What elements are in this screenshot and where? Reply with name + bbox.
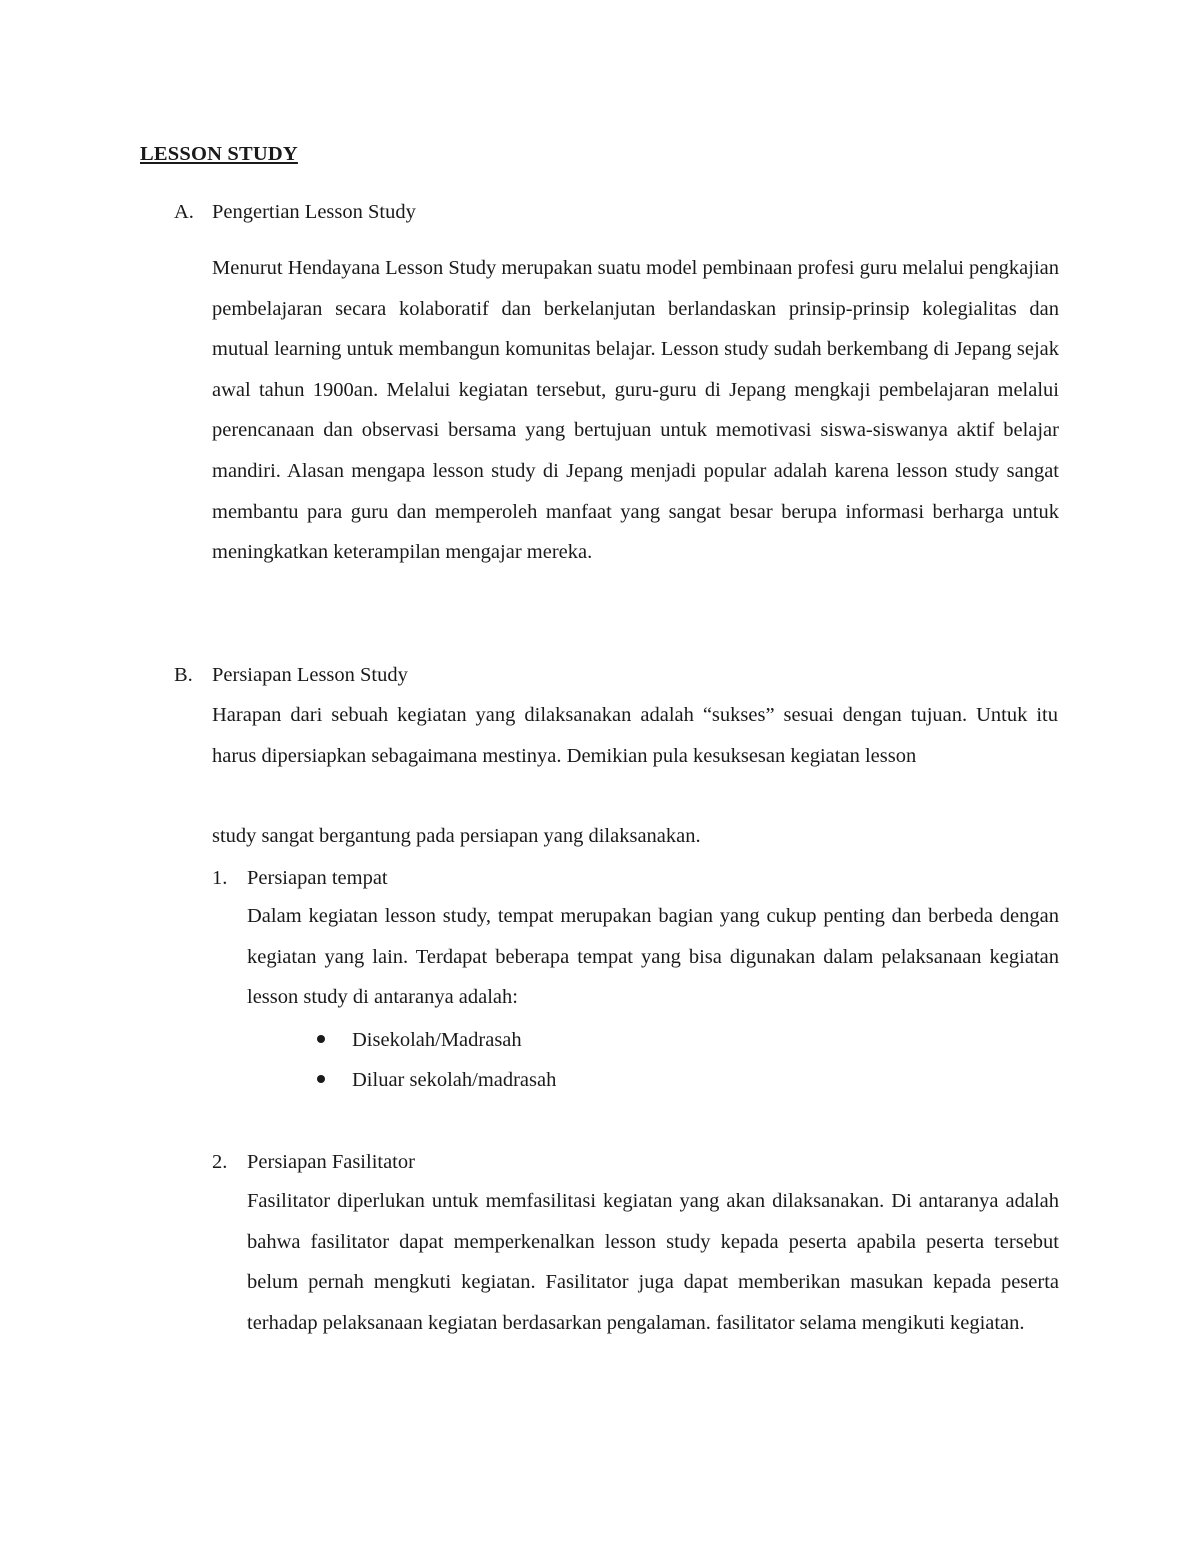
section-b-intro-continuation: study sangat bergantung pada persiapan yang dilaksanakan.: [212, 825, 701, 847]
section-b-heading: Persiapan Lesson Study: [212, 664, 408, 686]
bullet-item: Diluar sekolah/madrasah: [352, 1069, 557, 1091]
item-1-paragraph: Dalam kegiatan lesson study, tempat merupakan bagian yang cukup penting dan berbeda dengan kegiatan yang lain. Terdapat beberapa tempat yang bisa digunakan dalam pelaksanaan kegiatan lesson study di antaranya adalah:: [247, 905, 1059, 1009]
section-a-paragraph: Menurut Hendayana Lesson Study merupakan suatu model pembinaan profesi guru melalui pengkajian pembelajaran secara kolaboratif dan berkelanjutan berlandaskan prinsip-prinsip kolegialitas dan mutual learning untuk membangun komunitas belajar. Lesson study sudah berkembang di Jepang sejak awal tahun 1900an. Melalui kegiatan tersebut, guru-guru di Jepang mengkaji pembelajaran melalui perencanaan dan observasi bersama yang bertujuan untuk memotivasi siswa-siswanya aktif belajar mandiri. Alasan mengapa lesson study di Jepang menjadi popular adalah karena lesson study sangat membantu para guru dan memperoleh manfaat yang sangat besar berupa informasi berharga untuk meningkatkan keterampilan mengajar mereka.: [212, 257, 1059, 564]
item-2-heading: Persiapan Fasilitator: [247, 1151, 415, 1173]
bullet-icon: [317, 1075, 325, 1083]
item-2-marker: 2.: [212, 1151, 228, 1173]
item-1-heading: Persiapan tempat: [247, 867, 388, 889]
document-title: LESSON STUDY: [140, 143, 298, 165]
bullet-icon: [317, 1035, 325, 1043]
bullet-item: Disekolah/Madrasah: [352, 1029, 522, 1051]
item-1-marker: 1.: [212, 867, 228, 889]
section-b-marker: B.: [174, 664, 193, 686]
item-2-paragraph: Fasilitator diperlukan untuk memfasilitasi kegiatan yang akan dilaksanakan. Di antaranya adalah bahwa fasilitator dapat memperkenalkan lesson study kepada peserta apabila peserta tersebut belum pernah mengkuti kegiatan. Fasilitator juga dapat memberikan masukan kepada peserta terhadap pelaksanaan kegiatan berdasarkan pengalaman. fasilitator selama mengikuti kegiatan.: [247, 1190, 1059, 1334]
section-a-marker: A.: [174, 201, 194, 223]
section-a-heading: Pengertian Lesson Study: [212, 201, 416, 223]
section-b-intro-paragraph: Harapan dari sebuah kegiatan yang dilaksanakan adalah “sukses” sesuai dengan tujuan. Untuk itu harus dipersiapkan sebagaimana mestinya. Demikian pula kesuksesan kegiatan lesson: [212, 704, 1058, 767]
